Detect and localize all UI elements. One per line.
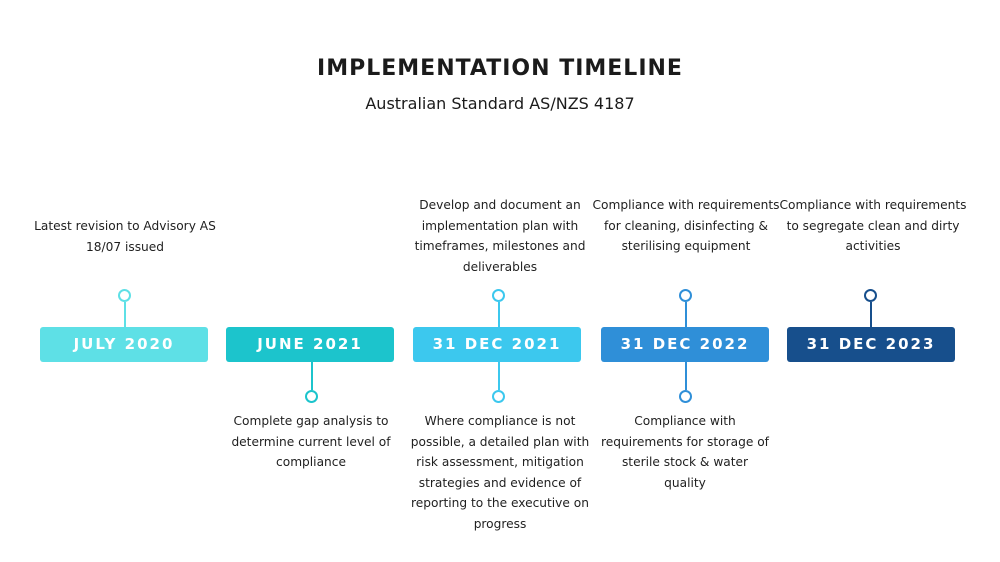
milestone-note-below: Where compliance is not possible, a detailed plan with risk assessment, mitigation strategies and evidence of reporting to the executive on progress bbox=[410, 414, 590, 531]
connector-line bbox=[685, 302, 687, 327]
connector-line bbox=[498, 302, 500, 327]
connector-node bbox=[492, 390, 505, 403]
milestone-note-below: Compliance with requirements for storage of sterile stock & water quality bbox=[601, 414, 769, 490]
page-subtitle: Australian Standard AS/NZS 4187 bbox=[365, 94, 635, 113]
connector-node bbox=[679, 289, 692, 302]
milestone-note-above: Compliance with requirements for cleaning, disinfecting & sterilising equipment bbox=[592, 198, 780, 253]
connector-node bbox=[679, 390, 692, 403]
connector-line bbox=[870, 302, 872, 327]
connector-node bbox=[305, 390, 318, 403]
milestone-date-box: JULY 2020 bbox=[40, 327, 208, 362]
connector-node bbox=[864, 289, 877, 302]
milestone-note-above: Compliance with requirements to segregate clean and dirty activities bbox=[779, 198, 967, 253]
connector-line bbox=[311, 362, 313, 390]
connector-line bbox=[498, 362, 500, 390]
page-title: IMPLEMENTATION TIMELINE bbox=[317, 56, 683, 81]
milestone-note-above: Latest revision to Advisory AS 18/07 issued bbox=[34, 219, 216, 254]
connector-line bbox=[685, 362, 687, 390]
milestone-date-box: JUNE 2021 bbox=[226, 327, 394, 362]
connector-node bbox=[492, 289, 505, 302]
milestone-note-below: Complete gap analysis to determine current level of compliance bbox=[231, 414, 391, 469]
milestone-date-box: 31 DEC 2023 bbox=[787, 327, 955, 362]
milestone-date-box: 31 DEC 2021 bbox=[413, 327, 581, 362]
milestone-note-above: Develop and document an implementation plan with timeframes, milestones and deliverables bbox=[414, 198, 586, 274]
connector-node bbox=[118, 289, 131, 302]
milestone-date-box: 31 DEC 2022 bbox=[601, 327, 769, 362]
connector-line bbox=[124, 302, 126, 327]
